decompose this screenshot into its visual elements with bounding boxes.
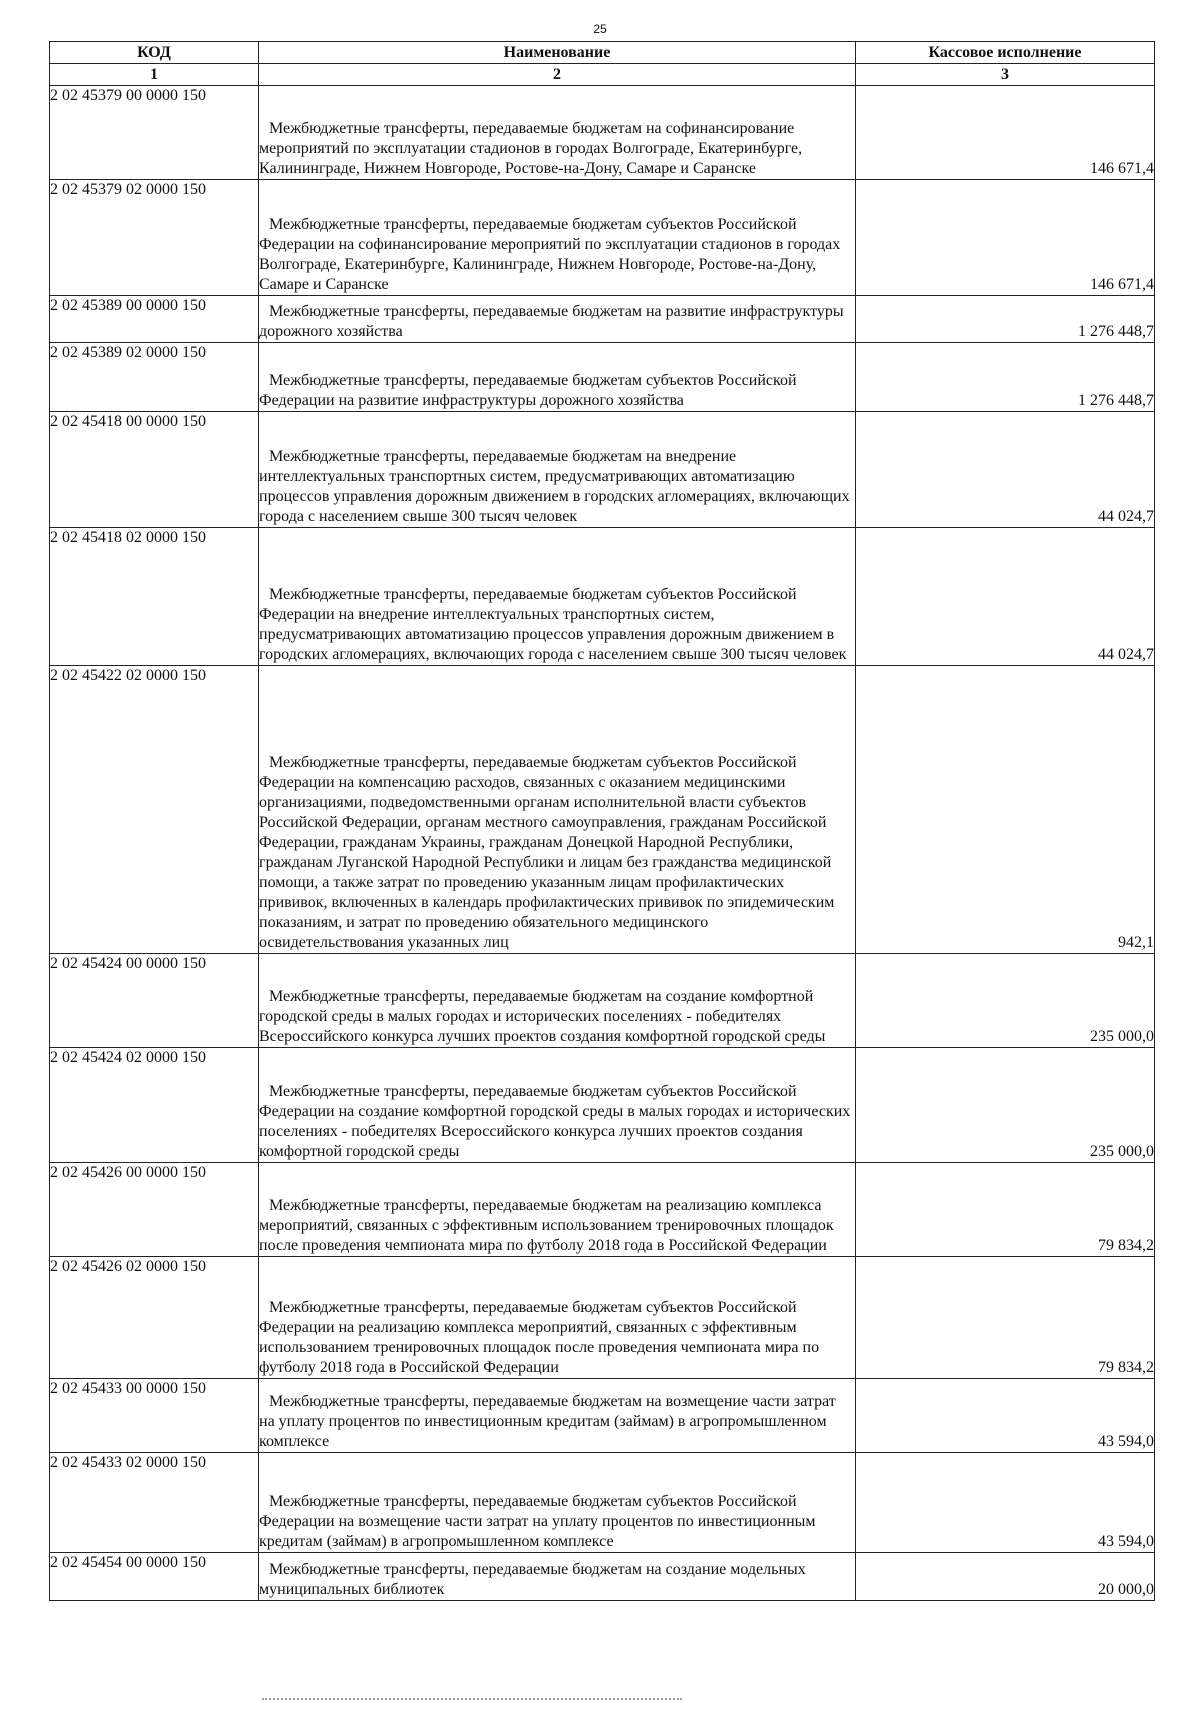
row-name: Межбюджетные трансферты, передаваемые бюджетам на возмещение части затрат на уплату процентов по инвестиционным кредитам (займам) в агропромышленном комплексе <box>259 1379 856 1453</box>
row-name: Межбюджетные трансферты, передаваемые бюджетам на создание модельных муниципальных библиотек <box>259 1553 856 1601</box>
row-name: Межбюджетные трансферты, передаваемые бюджетам на развитие инфраструктуры дорожного хозяйства <box>259 296 856 343</box>
table-row <box>50 1553 1155 1601</box>
table-row <box>50 1257 1155 1379</box>
column-number-row <box>50 64 1155 86</box>
row-amount: 1 276 448,7 <box>856 343 1155 412</box>
header-row <box>50 42 1155 64</box>
budget-execution-table <box>49 41 1155 1601</box>
row-name: Межбюджетные трансферты, передаваемые бюджетам на реализацию комплекса мероприятий, связанных с эффективным использованием тренировочных площадок после проведения чемпионата мира по футболу 2018 года в Российской Федерации <box>259 1163 856 1257</box>
row-code: 2 02 45424 00 0000 150 <box>50 954 259 1048</box>
table-row <box>50 86 1155 180</box>
row-code: 2 02 45426 02 0000 150 <box>50 1257 259 1379</box>
row-amount: 79 834,2 <box>856 1257 1155 1379</box>
table-row <box>50 1163 1155 1257</box>
table-row <box>50 1453 1155 1553</box>
row-code: 2 02 45418 02 0000 150 <box>50 528 259 666</box>
column-number-3: 3 <box>856 64 1155 86</box>
row-amount: 146 671,4 <box>856 86 1155 180</box>
table-row <box>50 343 1155 412</box>
row-name: Межбюджетные трансферты, передаваемые бюджетам субъектов Российской Федерации на создание комфортной городской среды в малых городах и исторических поселениях - победителях Всероссийского конкурса лучших проектов создания комфортной городской среды <box>259 1048 856 1163</box>
row-code: 2 02 45379 02 0000 150 <box>50 180 259 296</box>
header-amount: Кассовое исполнение <box>856 42 1155 64</box>
row-name: Межбюджетные трансферты, передаваемые бюджетам субъектов Российской Федерации на внедрение интеллектуальных транспортных систем, предусматривающих автоматизацию процессов управления дорожным движением в городских агломерациях, включающих города с населением свыше 300 тысяч человек <box>259 528 856 666</box>
table-row <box>50 1379 1155 1453</box>
row-code: 2 02 45454 00 0000 150 <box>50 1553 259 1601</box>
row-amount: 43 594,0 <box>856 1453 1155 1553</box>
row-name: Межбюджетные трансферты, передаваемые бюджетам субъектов Российской Федерации на реализацию комплекса мероприятий, связанных с эффективным использованием тренировочных площадок после проведения чемпионата мира по футболу 2018 года в Российской Федерации <box>259 1257 856 1379</box>
row-amount: 942,1 <box>856 666 1155 954</box>
row-code: 2 02 45424 02 0000 150 <box>50 1048 259 1163</box>
row-amount: 235 000,0 <box>856 1048 1155 1163</box>
page-number: 25 <box>593 22 607 36</box>
row-code: 2 02 45418 00 0000 150 <box>50 412 259 528</box>
table-row <box>50 1048 1155 1163</box>
table-row <box>50 180 1155 296</box>
header-code: КОД <box>50 42 259 64</box>
column-number-1: 1 <box>50 64 259 86</box>
header-name: Наименование <box>259 42 856 64</box>
row-amount: 235 000,0 <box>856 954 1155 1048</box>
row-code: 2 02 45379 00 0000 150 <box>50 86 259 180</box>
row-name: Межбюджетные трансферты, передаваемые бюджетам субъектов Российской Федерации на софинансирование мероприятий по эксплуатации стадионов в городах Волгограде, Екатеринбурге, Калининграде, Нижнем Новгороде, Ростове-на-Дону, Самаре и Саранске <box>259 180 856 296</box>
table-body <box>50 86 1155 1601</box>
table-header <box>50 42 1155 86</box>
row-code: 2 02 45433 00 0000 150 <box>50 1379 259 1453</box>
row-amount: 43 594,0 <box>856 1379 1155 1453</box>
table-row <box>50 528 1155 666</box>
column-number-2: 2 <box>259 64 856 86</box>
table-row <box>50 954 1155 1048</box>
row-amount: 146 671,4 <box>856 180 1155 296</box>
row-name: Межбюджетные трансферты, передаваемые бюджетам на внедрение интеллектуальных транспортных систем, предусматривающих автоматизацию процессов управления дорожным движением в городских агломерациях, включающих города с населением свыше 300 тысяч человек <box>259 412 856 528</box>
table-row <box>50 666 1155 954</box>
row-amount: 79 834,2 <box>856 1163 1155 1257</box>
row-code: 2 02 45426 00 0000 150 <box>50 1163 259 1257</box>
row-name: Межбюджетные трансферты, передаваемые бюджетам субъектов Российской Федерации на развитие инфраструктуры дорожного хозяйства <box>259 343 856 412</box>
row-code: 2 02 45389 02 0000 150 <box>50 343 259 412</box>
row-amount: 44 024,7 <box>856 412 1155 528</box>
row-name: Межбюджетные трансферты, передаваемые бюджетам субъектов Российской Федерации на компенсацию расходов, связанных с оказанием медицинскими организациями, подведомственными органам исполнительной власти субъектов Российской Федерации, органам местного самоуправления, гражданам Российской Федерации, гражданам Украины, гражданам Донецкой Народной Республики, гражданам Луганской Народной Республики и лицам без гражданства медицинской помощи, а также затрат по проведению указанным лицам профилактических прививок, включенных в календарь профилактических прививок по эпидемическим показаниям, и затрат по проведению обязательного медицинского освидетельствования указанных лиц <box>259 666 856 954</box>
row-name: Межбюджетные трансферты, передаваемые бюджетам субъектов Российской Федерации на возмещение части затрат на уплату процентов по инвестиционным кредитам (займам) в агропромышленном комплексе <box>259 1453 856 1553</box>
row-name: Межбюджетные трансферты, передаваемые бюджетам на создание комфортной городской среды в малых городах и исторических поселениях - победителях Всероссийского конкурса лучших проектов создания комфортной городской среды <box>259 954 856 1048</box>
table-row <box>50 296 1155 343</box>
table-row <box>50 412 1155 528</box>
scan-artifact-line <box>262 1698 682 1702</box>
row-amount: 1 276 448,7 <box>856 296 1155 343</box>
row-code: 2 02 45422 02 0000 150 <box>50 666 259 954</box>
row-amount: 20 000,0 <box>856 1553 1155 1601</box>
row-name: Межбюджетные трансферты, передаваемые бюджетам на софинансирование мероприятий по эксплуатации стадионов в городах Волгограде, Екатеринбурге, Калининграде, Нижнем Новгороде, Ростове-на-Дону, Самаре и Саранске <box>259 86 856 180</box>
row-amount: 44 024,7 <box>856 528 1155 666</box>
row-code: 2 02 45389 00 0000 150 <box>50 296 259 343</box>
row-code: 2 02 45433 02 0000 150 <box>50 1453 259 1553</box>
